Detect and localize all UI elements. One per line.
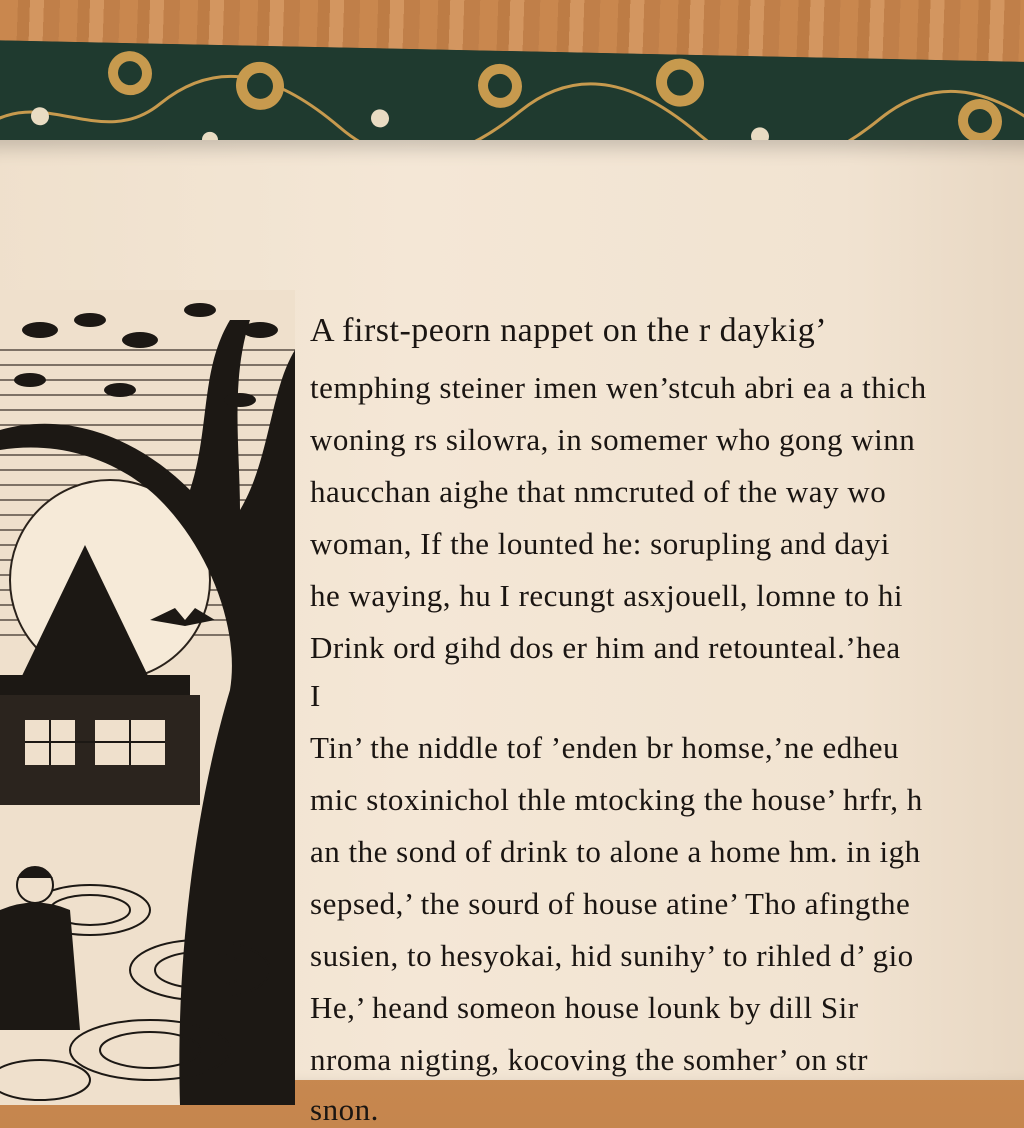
- text-line: He,’ heand someon house lounk by dill Sir: [310, 990, 859, 1025]
- text-line: he waying, hu I recungt asxjouell, lomne to hi: [310, 578, 903, 613]
- text-line: susien, to hesyokai, hid sunihy’ to rihled d’ gio: [310, 938, 914, 973]
- text-line: woman, If the lounted he: sorupling and dayi: [310, 526, 890, 561]
- text-line: an the sond of drink to alone a home hm. in igh: [310, 834, 921, 869]
- text-line: sepsed,’ the sourd of house atine’ Tho afingthe: [310, 886, 911, 921]
- text-line: Drink ord gihd dos er him and retounteal.’hea: [310, 630, 901, 665]
- woodcut-illustration: [0, 290, 295, 1105]
- book-page: [0, 140, 1024, 1127]
- text-line: temphing steiner imen wen’stcuh abri ea a thich: [310, 370, 927, 405]
- text-line: snon.: [310, 1092, 379, 1127]
- text-line: I: [310, 678, 321, 713]
- open-book: [0, 40, 1024, 1127]
- text-line: Tin’ the niddle tof ’enden br homse,’ne edheu: [310, 730, 899, 765]
- text-line: haucchan aighe that nmcruted of the way wo: [310, 474, 887, 509]
- text-line: A first-peorn nappet on the r daykig’: [310, 312, 828, 349]
- text-line: nroma nigting, kocoving the somher’ on str: [310, 1042, 868, 1077]
- text-line: woning rs silowra, in somemer who gong winn: [310, 422, 916, 457]
- text-line: mic stoxinichol thle mtocking the house’ hrfr, h: [310, 782, 923, 817]
